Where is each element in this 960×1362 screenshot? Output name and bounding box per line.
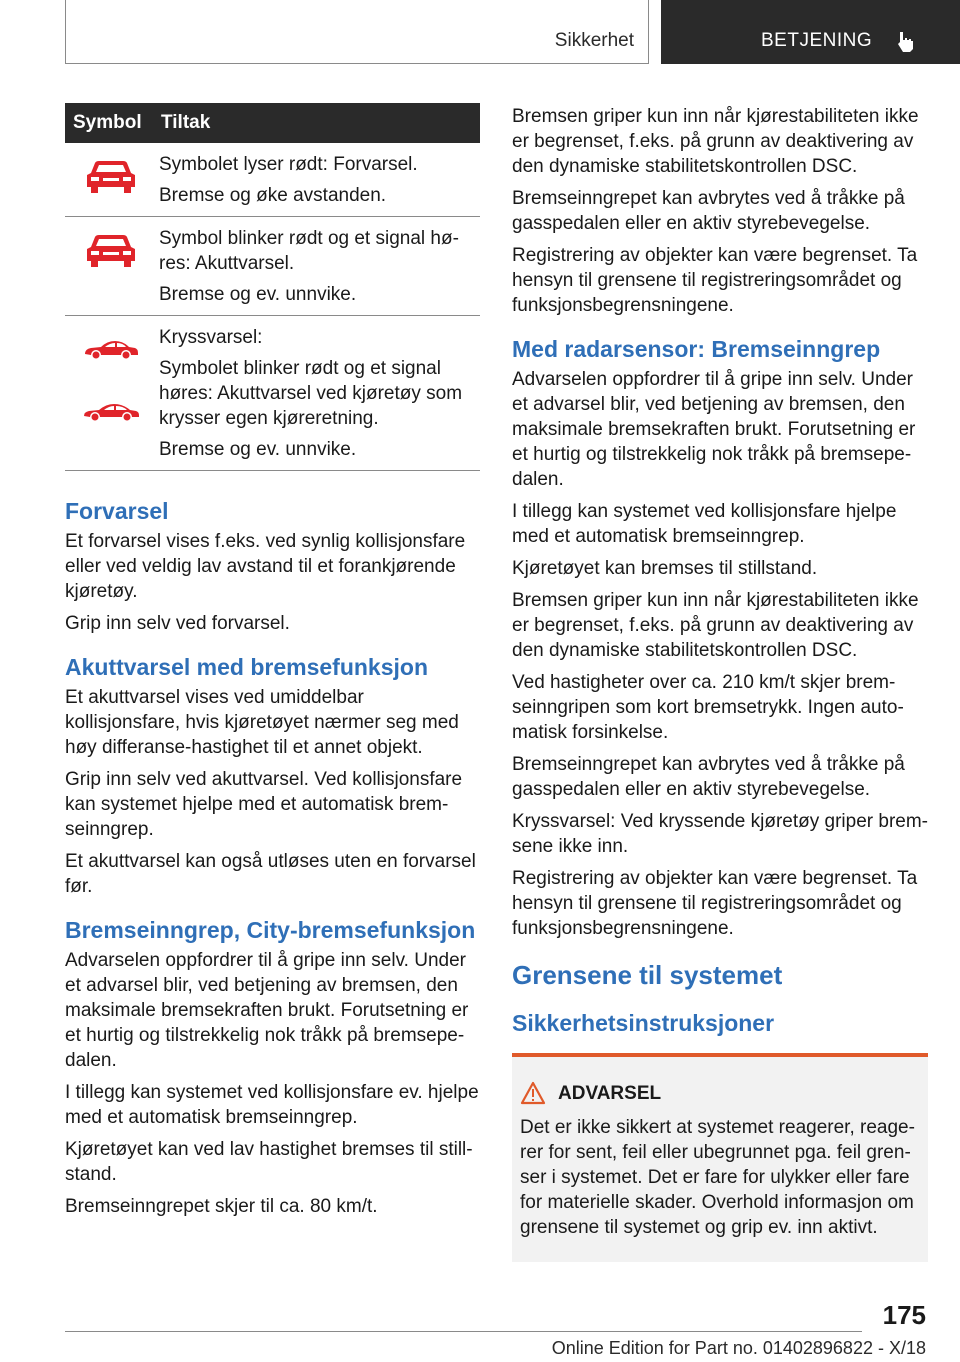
action-cell	[159, 316, 480, 471]
car-side-warning-icon	[81, 400, 141, 422]
car-front-warning-icon	[81, 157, 141, 197]
paragraph: Kjøretøyet kan bremses til stillstand.	[512, 558, 818, 579]
action-cell	[159, 143, 480, 217]
table-line: Kryssvarsel:	[159, 327, 263, 348]
warning-title-row	[558, 1083, 920, 1105]
paragraph: Bremseinngrepet kan avbrytes ved å tråkke på gasspedalen eller en aktiv styrebevegelse.	[512, 188, 905, 234]
table-line: Bremse og ev. unnvike.	[159, 284, 357, 305]
car-front-warning-icon	[81, 231, 141, 271]
paragraph: Kryssvarsel: Ved kryssende kjøretøy griper brem-sene ikke inn.	[512, 811, 929, 857]
heading-forvarsel: Forvarsel	[65, 498, 169, 524]
table-row	[65, 143, 480, 217]
table-line: Symbolet blinker rødt og et signal høres: Akuttvarsel ved kjøretøy som krysser egen kjøreretning.	[159, 358, 463, 429]
paragraph: I tillegg kan systemet ved kollisjonsfare ev. hjelpe med et automatisk bremseinngrep.	[65, 1082, 479, 1128]
table-line: Bremse og ev. unnvike.	[159, 439, 357, 460]
paragraph: Advarselen oppfordrer til å gripe inn selv. Under et advarsel blir, ved betjening av bremsen, den maksimale bremsekraften brukt. Forutsetning er et hurtig og tilstrekkelig nok tråkk på bremsepe-dalen.	[65, 950, 469, 1071]
paragraph: Bremsen griper kun inn når kjørestabiliteten ikke er begrenset, f.eks. på grunn av deaktivering av den dynamiske stabilitetskontrollen DSC.	[512, 106, 919, 177]
header-chapter-box	[661, 0, 960, 64]
paragraph: Registrering av objekter kan være begrenset. Ta hensyn til grensene til registreringsområdet og funksjonsbegrensningene.	[512, 868, 918, 939]
table-line: Bremse og øke avstanden.	[159, 185, 387, 206]
symbol-cell	[65, 143, 159, 217]
paragraph: Grip inn selv ved forvarsel.	[65, 613, 290, 634]
page-number: 175	[882, 1300, 926, 1330]
table-row	[65, 217, 480, 316]
paragraph: Bremsen griper kun inn når kjørestabiliteten ikke er begrenset, f.eks. på grunn av deaktivering av den dynamiske stabilitetskontrollen DSC.	[512, 590, 919, 661]
table-header-symbol: Symbol	[65, 103, 159, 143]
heading-sikkerhetsinstruksjoner: Sikkerhetsinstruksjoner	[512, 1010, 775, 1036]
warning-text: Det er ikke sikkert at systemet reagerer, reage-rer for sent, feil eller ubegrunnet pga. feil gren-ser i systemet. Det er fare for ulykker eller fare for materielle skader. Overhold informasjon om grensene til systemet og grip ev. inn aktivt.	[520, 1117, 915, 1238]
warning-triangle-icon	[520, 1081, 546, 1105]
header-section-label: Sikkerhet	[554, 30, 634, 51]
footer-divider	[65, 1331, 862, 1332]
table-row	[65, 316, 480, 471]
paragraph: Registrering av objekter kan være begrenset. Ta hensyn til grensene til registreringsområdet og funksjonsbegrensningene.	[512, 245, 918, 316]
paragraph: Advarselen oppfordrer til å gripe inn selv. Under et advarsel blir, ved betjening av bremsen, den maksimale bremsekraften brukt. Forutsetning er et hurtig og tilstrekkelig nok tråkk på bremsepe-dalen.	[512, 369, 916, 490]
paragraph: Bremseinngrepet kan avbrytes ved å tråkke på gasspedalen eller en aktiv styrebevegelse.	[512, 754, 905, 800]
heading-grensene: Grensene til systemet	[512, 960, 783, 990]
car-side-warning-icon	[81, 338, 141, 360]
table-line: Symbol blinker rødt og et signal hø-res: Akuttvarsel.	[159, 228, 459, 274]
paragraph: Et akuttvarsel kan også utløses uten en forvarsel før.	[65, 851, 476, 897]
heading-city-bremsefunksjon: Bremseinngrep, City-bremsefunksjon	[65, 917, 476, 943]
left-column	[65, 103, 480, 1226]
symbol-cell	[65, 316, 159, 471]
paragraph: I tillegg kan systemet ved kollisjonsfare hjelpe med et automatisk bremseinngrep.	[512, 501, 897, 547]
paragraph: Kjøretøyet kan ved lav hastighet bremses til still-stand.	[65, 1139, 473, 1185]
heading-akuttvarsel: Akuttvarsel med bremsefunksjon	[65, 654, 429, 680]
symbol-cell	[65, 217, 159, 316]
right-column	[512, 104, 928, 1262]
paragraph: Bremseinngrepet skjer til ca. 80 km/t.	[65, 1196, 378, 1217]
warning-box	[512, 1053, 928, 1262]
table-line: Symbolet lyser rødt: Forvarsel.	[159, 154, 418, 175]
table-header-tiltak: Tiltak	[159, 103, 480, 143]
action-cell	[159, 217, 480, 316]
header-chapter-label: BETJENING	[761, 30, 873, 51]
heading-radarsensor: Med radarsensor: Bremseinngrep	[512, 336, 881, 362]
warning-title: ADVARSEL	[558, 1083, 662, 1104]
footer-edition: Online Edition for Part no. 01402896822 - X/18	[551, 1338, 926, 1358]
paragraph: Grip inn selv ved akuttvarsel. Ved kollisjonsfare kan systemet hjelpe med et automatisk brem-seinngrep.	[65, 769, 463, 840]
header-section-box	[65, 0, 649, 64]
hand-pointer-icon	[893, 28, 919, 54]
paragraph: Ved hastigheter over ca. 210 km/t skjer brem-seinngripen som kort bremsetrykk. Ingen auto-matisk forsinkelse.	[512, 672, 904, 743]
symbol-table	[65, 103, 480, 471]
paragraph: Et akuttvarsel vises ved umiddelbar kollisjonsfare, hvis kjøretøyet nærmer seg med høy differanse-hastighet til et annet objekt.	[65, 687, 459, 758]
paragraph: Et forvarsel vises f.eks. ved synlig kollisjonsfare eller ved veldig lav avstand til et forankjørende kjøretøy.	[65, 531, 466, 602]
